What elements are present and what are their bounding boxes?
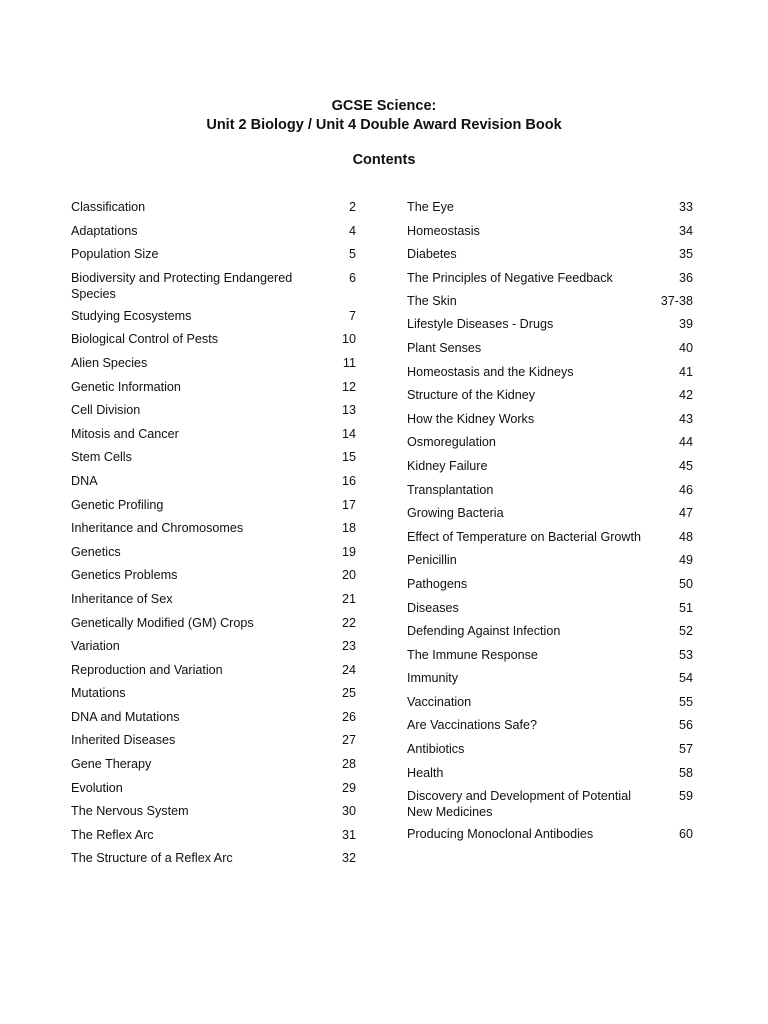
toc-entry — [407, 670, 693, 694]
toc-entry-page: 53 — [678, 647, 693, 662]
toc-entry — [71, 270, 356, 308]
toc-entry-page: 4 — [348, 223, 356, 238]
toc-entry — [71, 685, 356, 709]
toc-entry-page: 39 — [678, 317, 693, 332]
toc-entry-title: Inheritance of Sex — [71, 591, 173, 606]
toc-entry-page: 14 — [341, 426, 356, 441]
toc-entry-title: Plant Senses — [407, 340, 482, 355]
title-line-2: Unit 2 Biology / Unit 4 Double Award Revision Book — [206, 117, 562, 133]
toc-entry — [407, 246, 693, 270]
toc-entry-title: Evolution — [71, 780, 123, 795]
toc-entry — [407, 741, 693, 765]
toc-entry — [407, 340, 693, 364]
document-title — [0, 97, 768, 135]
toc-entry — [407, 364, 693, 388]
toc-entry — [407, 694, 693, 718]
toc-entry — [71, 850, 356, 874]
toc-entry-page: 41 — [678, 364, 693, 379]
toc-entry-page: 32 — [341, 851, 356, 866]
toc-entry — [71, 591, 356, 615]
toc-entry-title: Are Vaccinations Safe? — [407, 718, 537, 733]
toc-entry — [71, 756, 356, 780]
toc-entry — [71, 355, 356, 379]
toc-entry — [407, 199, 693, 223]
toc-entry-title: Diabetes — [407, 247, 457, 262]
toc-entry-page: 29 — [341, 780, 356, 795]
toc-entry-page: 26 — [341, 709, 356, 724]
toc-entry — [407, 765, 693, 789]
toc-entry — [71, 223, 356, 247]
toc-entry — [407, 647, 693, 671]
toc-entry-title: Pathogens — [407, 576, 468, 591]
toc-entry — [71, 662, 356, 686]
toc-entry — [71, 780, 356, 804]
toc-entry-title: Variation — [71, 639, 120, 654]
toc-entry-page: 10 — [341, 332, 356, 347]
toc-entry — [71, 426, 356, 450]
toc-entry-page: 18 — [341, 521, 356, 536]
toc-entry-title: Population Size — [71, 247, 159, 262]
toc-entry-page: 34 — [678, 223, 693, 238]
toc-entry-title: The Structure of a Reflex Arc — [71, 851, 233, 866]
toc-entry-title: Genetics — [71, 544, 121, 559]
toc-entry-title: Homeostasis and the Kidneys — [407, 364, 574, 379]
toc-entry-title: Defending Against Infection — [407, 624, 561, 639]
toc-entry-title: Biodiversity and Protecting Endangered Species — [71, 270, 293, 301]
toc-entry-title: Producing Monoclonal Antibodies — [407, 827, 594, 842]
toc-entry-page: 31 — [341, 827, 356, 842]
toc-entry-page: 15 — [341, 450, 356, 465]
toc-entry — [71, 638, 356, 662]
toc-entry-title: Osmoregulation — [407, 435, 496, 450]
toc-entry-page: 13 — [341, 403, 356, 418]
toc-entry-page: 59 — [678, 789, 693, 804]
toc-entry-page: 6 — [348, 270, 356, 285]
toc-entry — [71, 402, 356, 426]
toc-entry — [407, 316, 693, 340]
toc-entry-page: 21 — [341, 591, 356, 606]
toc-right-column — [407, 199, 693, 850]
toc-entry-title: Diseases — [407, 600, 459, 615]
toc-entry-page: 16 — [341, 473, 356, 488]
toc-entry — [71, 544, 356, 568]
toc-entry-title: Genetics Problems — [71, 568, 178, 583]
toc-entry — [71, 331, 356, 355]
toc-entry-page: 28 — [341, 757, 356, 772]
toc-entry-title: Inherited Diseases — [71, 733, 176, 748]
toc-entry — [407, 270, 693, 293]
toc-entry — [407, 505, 693, 529]
toc-entry — [407, 434, 693, 458]
toc-entry-title: Discovery and Development of Potential New Medicines — [407, 789, 632, 820]
toc-entry — [407, 458, 693, 482]
toc-entry-page: 37-38 — [660, 293, 693, 308]
toc-entry-title: Studying Ecosystems — [71, 308, 192, 323]
toc-entry-title: Kidney Failure — [407, 458, 488, 473]
toc-entry-title: Adaptations — [71, 223, 138, 238]
toc-entry-page: 50 — [678, 576, 693, 591]
toc-entry-page: 60 — [678, 827, 693, 842]
toc-entry-title: Genetic Information — [71, 379, 181, 394]
toc-left-column — [71, 199, 356, 874]
toc-entry-page: 40 — [678, 340, 693, 355]
toc-entry-page: 36 — [678, 270, 693, 285]
toc-entry-page: 12 — [341, 379, 356, 394]
toc-entry-title: DNA and Mutations — [71, 709, 180, 724]
toc-entry — [71, 827, 356, 851]
toc-entry — [407, 717, 693, 741]
toc-entry — [407, 529, 693, 553]
toc-entry — [71, 473, 356, 497]
toc-entry-title: The Eye — [407, 200, 454, 214]
toc-entry-page: 57 — [678, 742, 693, 757]
toc-entry-page: 23 — [341, 639, 356, 654]
toc-entry-title: Reproduction and Variation — [71, 662, 223, 677]
toc-entry-title: Gene Therapy — [71, 757, 152, 772]
toc-entry-title: Classification — [71, 200, 146, 214]
toc-entry-title: The Immune Response — [407, 647, 538, 662]
toc-entry — [407, 788, 693, 826]
toc-entry-page: 17 — [341, 497, 356, 512]
toc-entry-page: 2 — [348, 200, 356, 214]
toc-entry-title: Immunity — [407, 671, 459, 686]
toc-entry — [407, 576, 693, 600]
toc-entry-page: 20 — [341, 568, 356, 583]
toc-entry-page: 33 — [678, 200, 693, 214]
toc-entry-title: Genetic Profiling — [71, 497, 164, 512]
toc-entry-page: 25 — [341, 686, 356, 701]
toc-entry — [71, 308, 356, 332]
toc-entry-page: 54 — [678, 671, 693, 686]
toc-entry-page: 43 — [678, 411, 693, 426]
toc-entry — [71, 615, 356, 639]
toc-entry — [71, 199, 356, 223]
toc-entry — [407, 600, 693, 624]
toc-entry — [71, 449, 356, 473]
toc-entry — [407, 293, 693, 317]
toc-entry-page: 48 — [678, 529, 693, 544]
toc-entry-page: 58 — [678, 765, 693, 780]
toc-entry-title: DNA — [71, 473, 98, 488]
toc-entry-page: 49 — [678, 553, 693, 568]
toc-entry — [407, 411, 693, 435]
toc-entry-page: 19 — [341, 544, 356, 559]
toc-entry-page: 27 — [341, 733, 356, 748]
toc-entry-page: 44 — [678, 435, 693, 450]
toc-entry-title: Antibiotics — [407, 742, 465, 757]
toc-entry-title: Mitosis and Cancer — [71, 426, 179, 441]
toc-entry-title: Penicillin — [407, 553, 457, 568]
toc-entry — [71, 732, 356, 756]
toc-entry-page: 5 — [348, 247, 356, 262]
toc-entry-page: 47 — [678, 506, 693, 521]
toc-entry-title: The Reflex Arc — [71, 827, 154, 842]
toc-entry — [407, 482, 693, 506]
toc-entry-page: 56 — [678, 718, 693, 733]
toc-entry-page: 52 — [678, 624, 693, 639]
toc-entry-title: Structure of the Kidney — [407, 388, 536, 403]
toc-entry-page: 22 — [341, 615, 356, 630]
toc-entry — [71, 379, 356, 403]
contents-heading: Contents — [352, 152, 416, 168]
toc-entry — [407, 623, 693, 647]
toc-entry-title: Inheritance and Chromosomes — [71, 521, 244, 536]
toc-entry-title: Genetically Modified (GM) Crops — [71, 615, 254, 630]
toc-entry — [71, 567, 356, 591]
toc-entry-title: Health — [407, 765, 444, 780]
toc-entry-page: 51 — [678, 600, 693, 615]
toc-entry — [71, 803, 356, 827]
toc-entry-title: Growing Bacteria — [407, 506, 504, 521]
toc-entry — [407, 552, 693, 576]
toc-entry-title: Alien Species — [71, 355, 148, 370]
toc-entry — [407, 223, 693, 247]
toc-entry — [71, 497, 356, 521]
toc-entry-title: The Principles of Negative Feedback — [407, 270, 613, 285]
toc-entry-title: Effect of Temperature on Bacterial Growth — [407, 529, 642, 544]
toc-entry — [407, 826, 693, 850]
toc-entry-title: Homeostasis — [407, 223, 480, 238]
toc-entry-page: 45 — [678, 458, 693, 473]
toc-entry-title: Stem Cells — [71, 450, 132, 465]
toc-entry — [71, 520, 356, 544]
toc-entry-title: How the Kidney Works — [407, 411, 535, 426]
toc-entry-page: 11 — [342, 355, 356, 370]
toc-entry-page: 55 — [678, 694, 693, 709]
toc-entry-title: The Nervous System — [71, 804, 189, 819]
toc-entry-page: 7 — [348, 308, 356, 323]
toc-entry-page: 42 — [678, 388, 693, 403]
toc-entry-title: Mutations — [71, 686, 126, 701]
toc-entry-title: Cell Division — [71, 403, 141, 418]
toc-entry — [407, 387, 693, 411]
toc-entry-title: Vaccination — [407, 694, 472, 709]
toc-entry-title: Transplantation — [407, 482, 494, 497]
toc-entry-page: 24 — [341, 662, 356, 677]
title-line-1: GCSE Science: — [331, 98, 437, 114]
toc-entry-page: 35 — [678, 247, 693, 262]
toc-entry-title: The Skin — [407, 293, 457, 308]
toc-entry-page: 46 — [678, 482, 693, 497]
toc-entry — [71, 246, 356, 270]
toc-entry-page: 30 — [341, 804, 356, 819]
toc-entry-title: Lifestyle Diseases - Drugs — [407, 317, 554, 332]
toc-entry-title: Biological Control of Pests — [71, 332, 218, 347]
toc-entry — [71, 709, 356, 733]
